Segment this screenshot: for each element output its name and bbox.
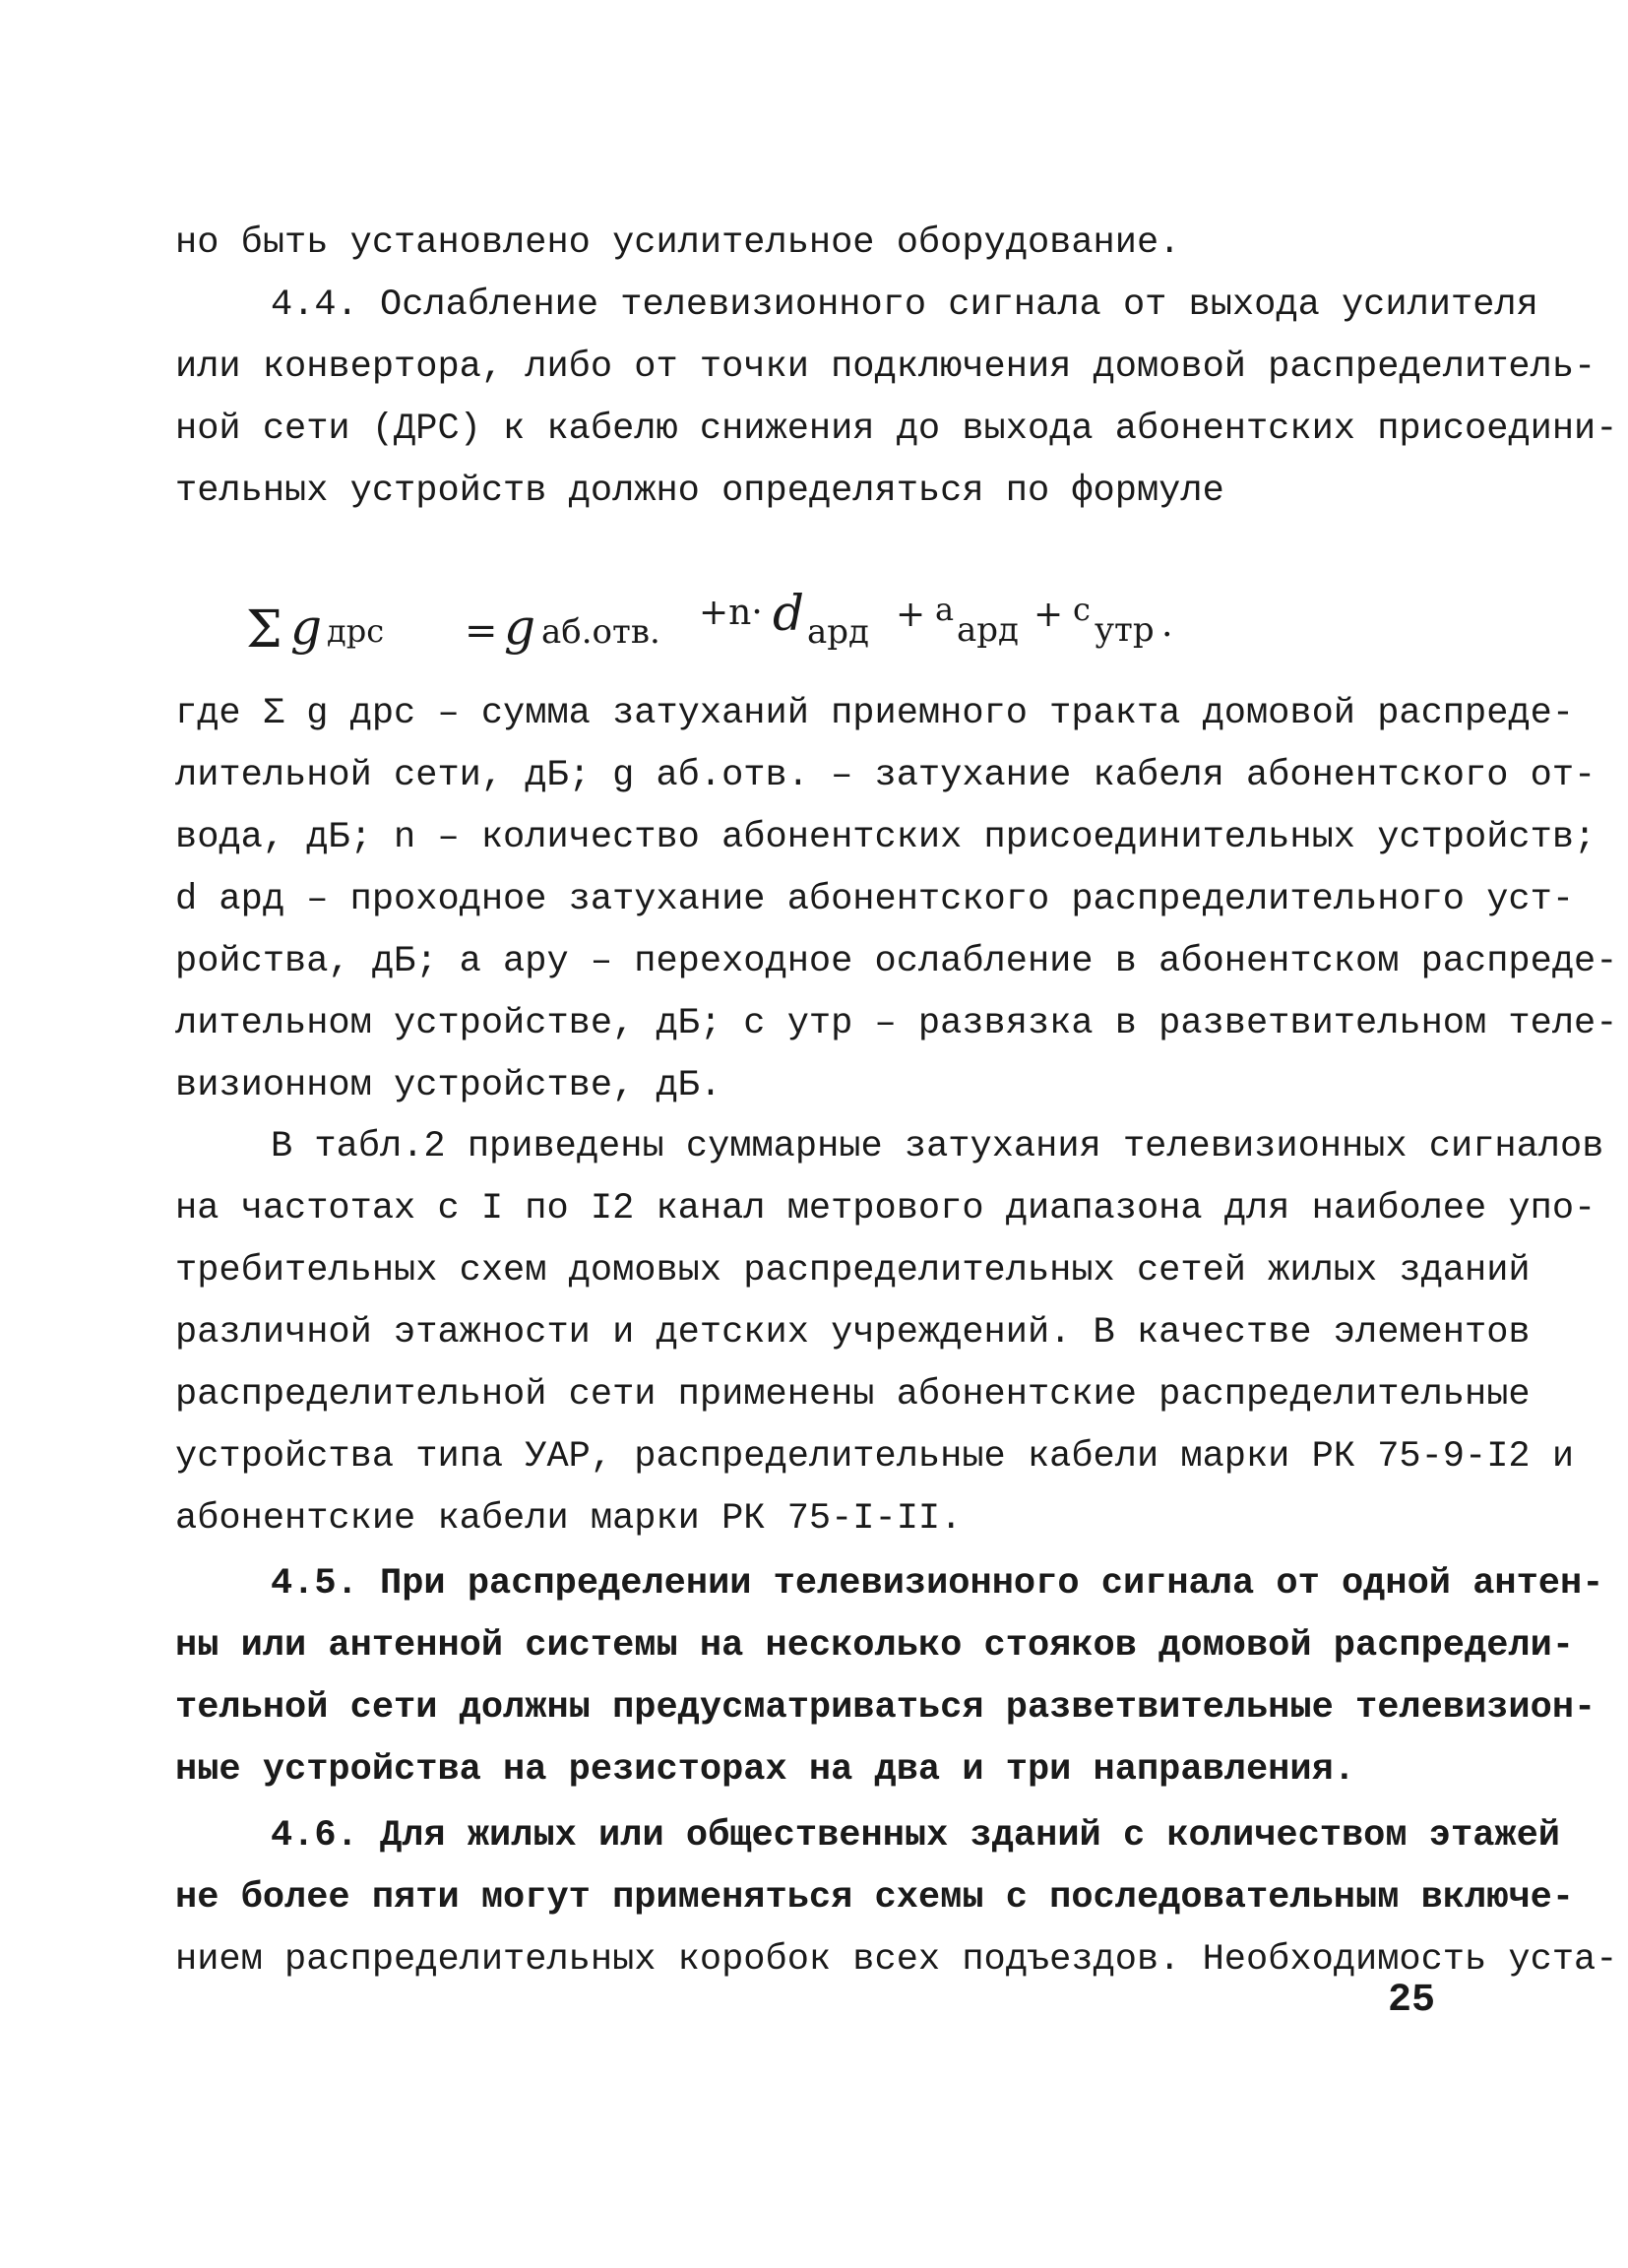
text-line: устройства типа УАР, распределительные кабели марки РК 75-9-I2 и: [175, 1436, 1575, 1478]
section-4-5-line: ные устройства на резисторах на два и три направления.: [175, 1749, 1355, 1791]
formula-end: .: [1161, 604, 1173, 645]
section-4-5-line: 4.5. При распределении телевизионного сигнала от одной антен-: [271, 1563, 1604, 1605]
section-4-6-line: 4.6. Для жилых или общественных зданий с количеством этажей: [271, 1815, 1561, 1857]
text-line: распределительной сети применены абонентские распределительные: [175, 1374, 1531, 1416]
formula-sub-ab-otv: аб.отв.: [541, 612, 660, 652]
definition-line: где Σ g дрс – сумма затуханий приемного тракта домовой распреде-: [175, 693, 1575, 734]
formula-g1: g: [290, 598, 323, 656]
text-line: 4.4. Ослабление телевизионного сигнала от выхода усилителя: [271, 284, 1538, 326]
definition-line: d ард – проходное затухание абонентского распределительного уст-: [175, 879, 1575, 920]
formula-sub-drs: дрс: [327, 612, 385, 650]
formula-sub-utr: утр: [1095, 610, 1155, 650]
formula-sub-ard: ард: [807, 612, 869, 652]
attenuation-formula: [246, 585, 1329, 679]
definition-line: лительной сети, дБ; g аб.отв. – затухание кабеля абонентского от-: [175, 755, 1597, 796]
section-4-5-line: тельной сети должны предусматриваться разветвительные телевизион-: [175, 1687, 1597, 1729]
formula-g2: g: [504, 598, 536, 656]
section-4-6-line: не более пяти могут применяться схемы с последовательным включе-: [175, 1877, 1575, 1919]
text-line: различной этажности и детских учреждений. В качестве элементов: [175, 1312, 1531, 1354]
definition-line: лительном устройстве, дБ; c утр – развязка в разветвительном теле-: [175, 1003, 1618, 1044]
formula-plus-n: +n·: [699, 593, 763, 633]
text-line: ной сети (ДРС) к кабелю снижения до выхода абонентских присоедини-: [175, 409, 1618, 450]
formula-a: a: [935, 591, 955, 628]
definition-line: вода, дБ; n – количество абонентских присоединительных устройств;: [175, 817, 1597, 858]
formula-c: c: [1073, 591, 1091, 628]
text-line: или конвертора, либо от точки подключения домовой распределитель-: [175, 346, 1597, 388]
formula-plus3: +: [1033, 595, 1064, 635]
section-4-5-line: ны или антенной системы на несколько стояков домовой распредели-: [175, 1625, 1575, 1667]
page-number: 25: [1388, 1979, 1436, 2023]
formula-plus2: +: [896, 595, 926, 635]
text-line: тельных устройств должно определяться по формуле: [175, 471, 1224, 512]
formula-sub-ard2: ард: [957, 610, 1019, 650]
formula-equals: =: [465, 608, 498, 654]
formula-d: d: [773, 585, 805, 642]
definition-line: визионном устройстве, дБ.: [175, 1065, 722, 1106]
text-line: но быть установлено усилительное оборудование.: [175, 222, 1181, 264]
text-line: В табл.2 приведены суммарные затухания телевизионных сигналов: [271, 1126, 1604, 1167]
text-line: на частотах с I по I2 канал метрового диапазона для наиболее упо-: [175, 1188, 1597, 1229]
sigma-symbol: Σ: [246, 600, 282, 660]
text-line: требительных схем домовых распределительных сетей жилых зданий: [175, 1250, 1531, 1292]
definition-line: ройства, дБ; a ару – переходное ослабление в абонентском распреде-: [175, 941, 1618, 982]
text-line: абонентские кабели марки РК 75-I-II.: [175, 1498, 963, 1540]
section-4-6-line: нием распределительных коробок всех подъездов. Необходимость уста-: [175, 1939, 1618, 1981]
